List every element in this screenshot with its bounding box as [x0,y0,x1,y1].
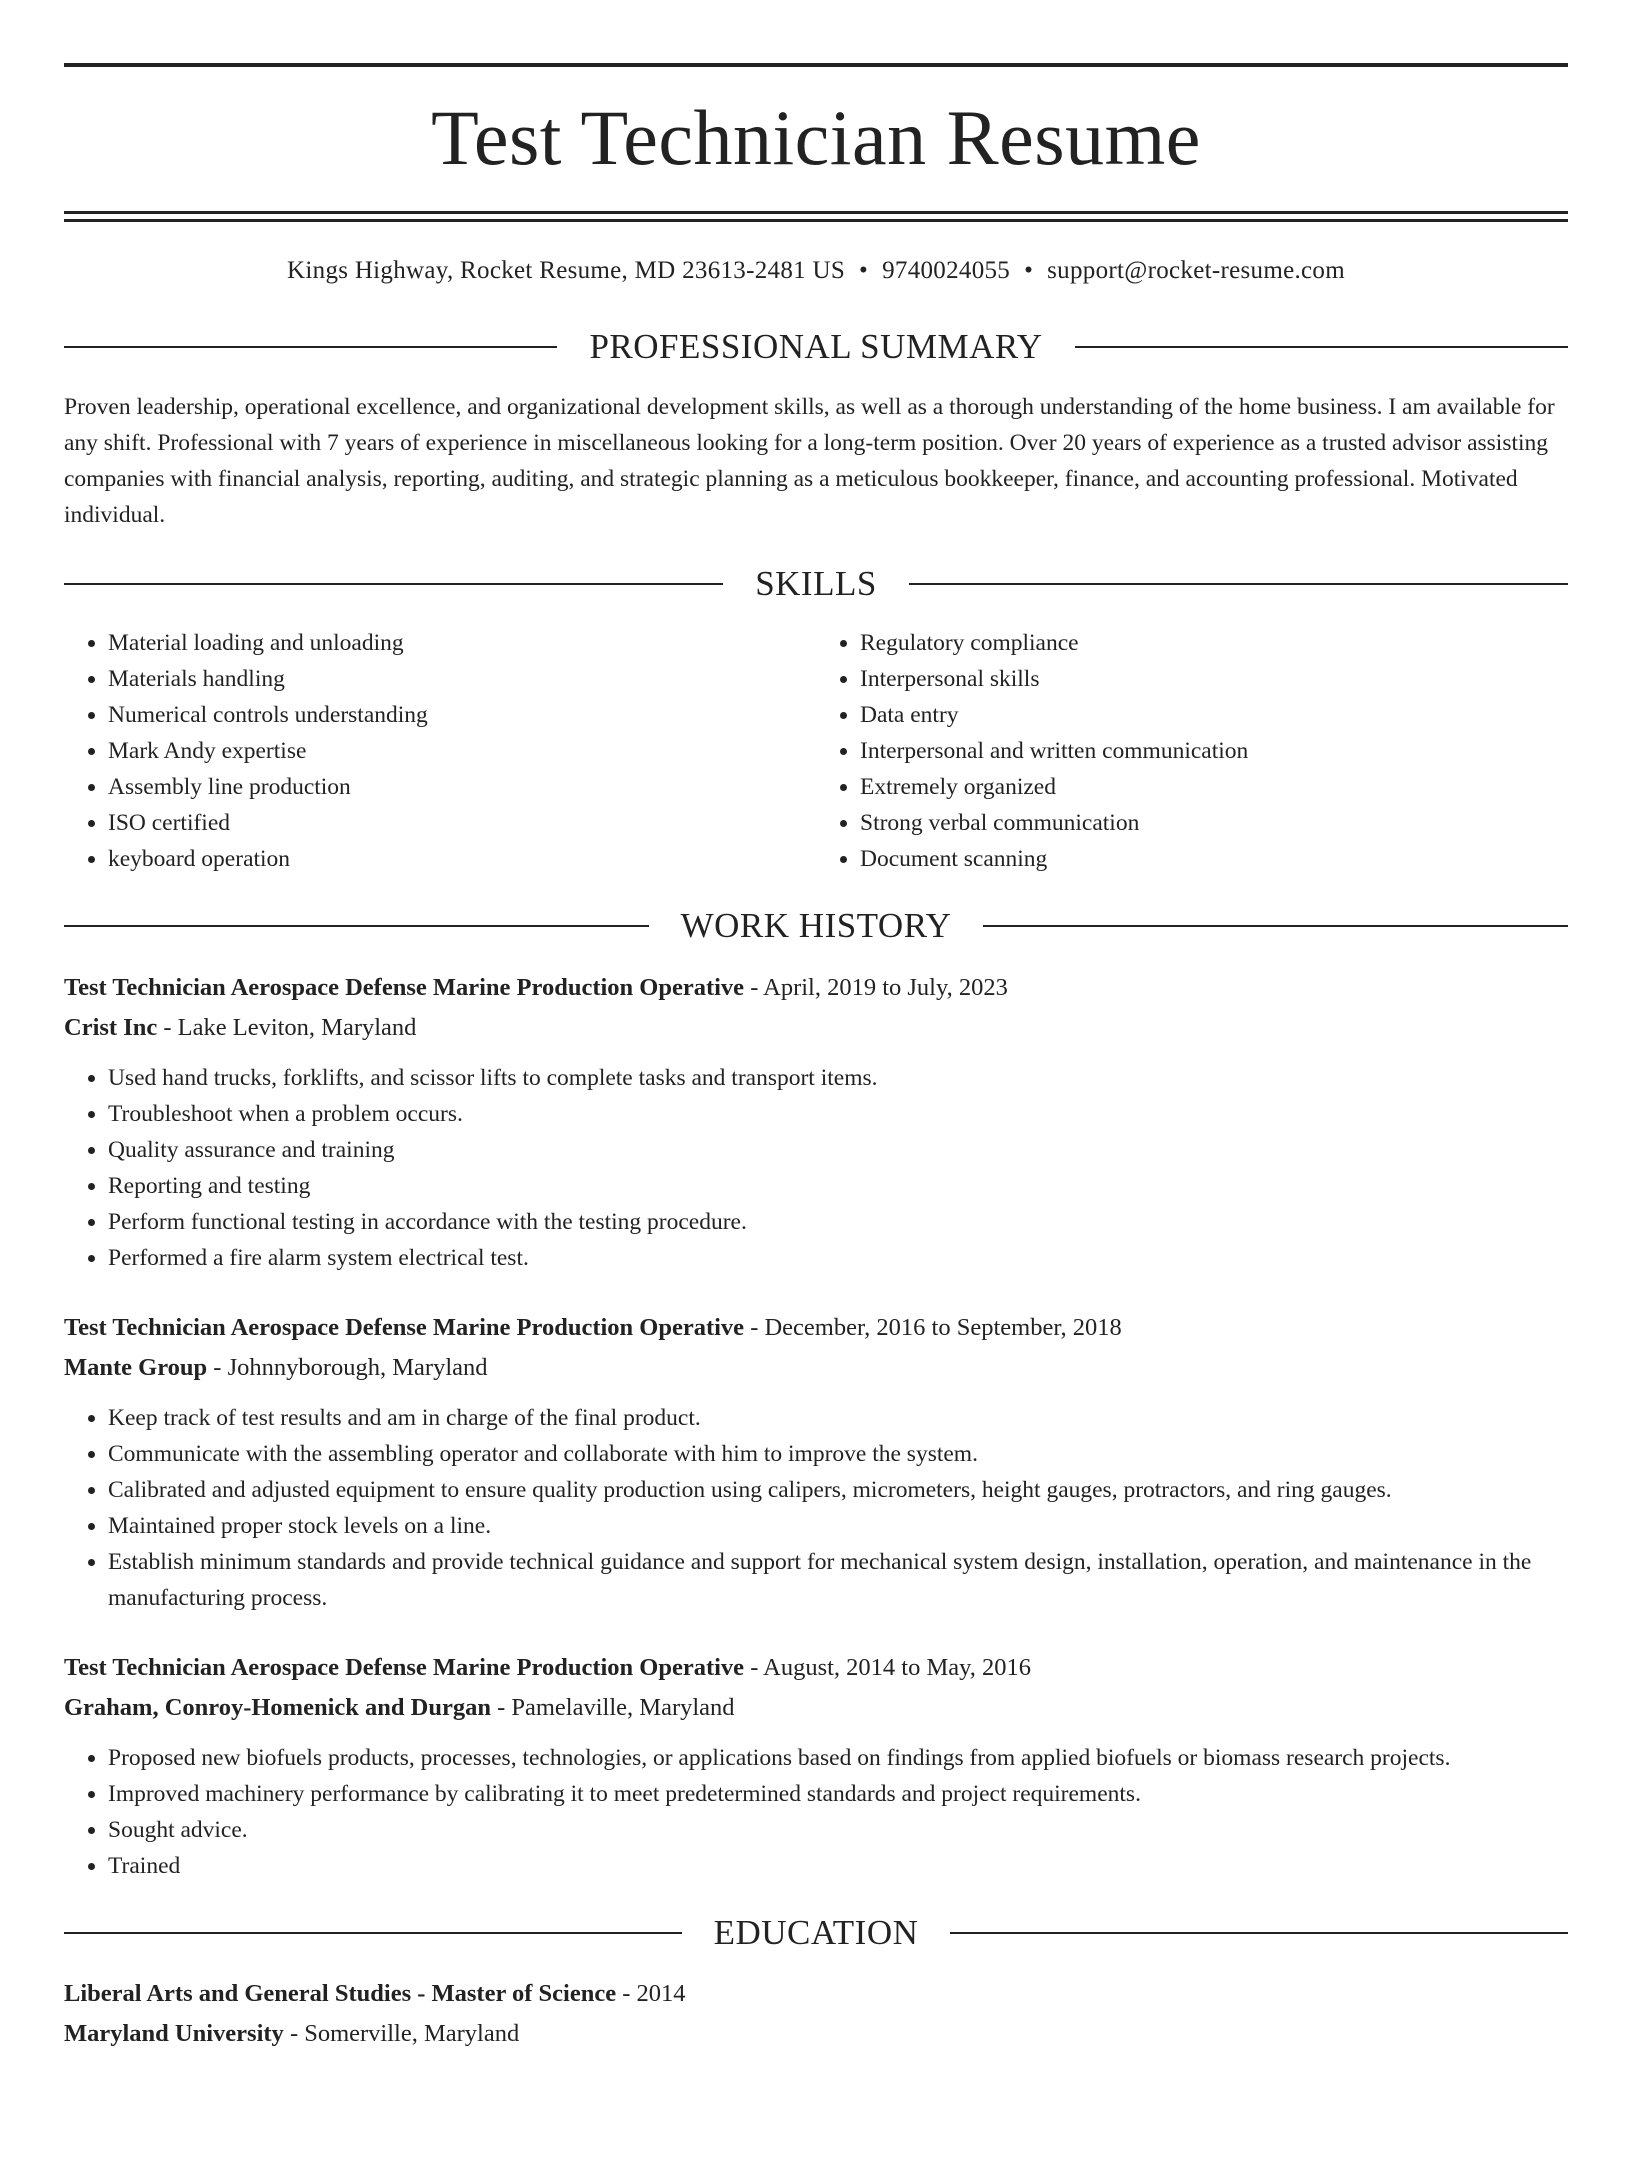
job-company: Graham, Conroy-Homenick and Durgan [64,1693,491,1721]
job-location: - Pamelaville, Maryland [490,1693,735,1721]
skill-item: • keyboard operation [108,841,816,877]
section-header-skills [64,565,1568,604]
job-bullets [64,1060,1568,1276]
resume-title: Test Technician Resume [431,94,1201,181]
title-double-rule [64,211,1568,222]
contact-separator: • [1024,257,1034,284]
job-company-line [64,1688,1568,1728]
job-bullet: • Improved machinery performance by calibrating it to meet predetermined standards and project requirements. [108,1776,1568,1812]
contact-phone: 9740024055 [882,257,1011,284]
contact-email: support@rocket-resume.com [1047,257,1345,284]
section-rule [64,925,649,927]
skill-item: • Interpersonal and written communication [860,733,1568,769]
education-school: Maryland University [64,2020,284,2047]
job-title-line [64,1648,1568,1688]
job-bullet: • Troubleshoot when a problem occurs. [108,1096,1568,1132]
skill-item: • Document scanning [860,841,1568,877]
contact-line [64,256,1568,286]
education-entry [64,1974,1568,2054]
section-rule [983,925,1568,927]
job-title-line [64,1308,1568,1348]
section-rule [1075,346,1568,348]
summary-text: Proven leadership, operational excellence, and organizational development skills, as well as a thorough understanding of the home business. I am available for any shift. Professional with 7 years of experience in miscellaneous looking for a long-term position. Over 20 years of experience as a trusted advisor assisting companies with financial analysis, reporting, auditing, and strategic planning as a meticulous bookkeeper, finance, and accounting professional. Motivated individual. [64,393,1555,528]
work-entry [64,1308,1568,1616]
job-bullet: • Calibrated and adjusted equipment to ensure quality production using calipers, micrometers, height gauges, protractors, and ring gauges. [108,1472,1568,1508]
job-company-line [64,1008,1568,1048]
job-location: - Johnnyborough, Maryland [207,1353,488,1381]
section-title-skills: SKILLS [755,563,877,603]
job-dates: - August, 2014 to May, 2016 [744,1653,1032,1681]
skill-item: • Strong verbal communication [860,805,1568,841]
job-title-line [64,968,1568,1008]
section-title-work: WORK HISTORY [680,906,952,945]
section-header-education [64,1914,1568,1953]
job-company: Crist Inc [64,1013,158,1041]
top-rule [64,63,1568,67]
education-location: - Somerville, Maryland [283,2020,520,2047]
skill-item: • ISO certified [108,805,816,841]
education-school-line [64,2014,1568,2054]
section-title-summary: PROFESSIONAL SUMMARY [589,327,1043,366]
section-rule [950,1932,1568,1934]
section-header-summary [64,328,1568,367]
job-bullets [64,1740,1568,1884]
job-bullet: • Keep track of test results and am in charge of the final product. [108,1400,1568,1436]
skill-item: • Material loading and unloading [108,625,816,661]
job-dates: - December, 2016 to September, 2018 [744,1313,1122,1341]
job-bullet: • Sought advice. [108,1812,1568,1848]
job-bullet: • Performed a fire alarm system electrical test. [108,1240,1568,1276]
resume-page [0,63,1632,2175]
work-entry [64,1648,1568,1884]
job-bullet: • Proposed new biofuels products, processes, technologies, or applications based on findings from applied biofuels or biomass research projects. [108,1740,1568,1776]
skill-item: • Mark Andy expertise [108,733,816,769]
job-company-line [64,1348,1568,1388]
contact-separator: • [859,257,869,284]
job-bullet: • Maintained proper stock levels on a line. [108,1508,1568,1544]
work-entry [64,968,1568,1276]
skill-item: • Assembly line production [108,769,816,805]
skill-item: • Extremely organized [860,769,1568,805]
job-location: - Lake Leviton, Maryland [157,1013,417,1041]
skill-item: • Regulatory compliance [860,625,1568,661]
skills-column-left [64,625,816,877]
section-rule [909,583,1568,585]
job-bullets [64,1400,1568,1616]
skill-item: • Interpersonal skills [860,661,1568,697]
contact-address: Kings Highway, Rocket Resume, MD 23613-2481 US [287,257,846,284]
section-title-education: EDUCATION [713,1912,919,1952]
job-bullet: • Perform functional testing in accordance with the testing procedure. [108,1204,1568,1240]
job-bullet: • Communicate with the assembling operator and collaborate with him to improve the system. [108,1436,1568,1472]
job-bullet: • Used hand trucks, forklifts, and scissor lifts to complete tasks and transport items. [108,1060,1568,1096]
job-bullet: • Quality assurance and training [108,1132,1568,1168]
job-title: Test Technician Aerospace Defense Marine Production Operative [64,973,745,1001]
job-company: Mante Group [64,1353,208,1381]
education-degree-line [64,1974,1568,2014]
education-degree: Liberal Arts and General Studies - Master of Science [64,1980,617,2007]
skill-item: • Numerical controls understanding [108,697,816,733]
skill-item: • Data entry [860,697,1568,733]
skill-item: • Materials handling [108,661,816,697]
education-year: - 2014 [616,1980,686,2007]
section-rule [64,1932,682,1934]
skills-list [64,625,1568,877]
job-bullet: • Reporting and testing [108,1168,1568,1204]
job-title: Test Technician Aerospace Defense Marine Production Operative [64,1653,745,1681]
job-title: Test Technician Aerospace Defense Marine Production Operative [64,1313,745,1341]
job-bullet: • Trained [108,1848,1568,1884]
job-dates: - April, 2019 to July, 2023 [744,973,1008,1001]
section-rule [64,346,557,348]
section-rule [64,583,723,585]
job-bullet: • Establish minimum standards and provide technical guidance and support for mechanical system design, installation, operation, and maintenance in the manufacturing process. [108,1544,1568,1616]
section-header-work [64,907,1568,946]
skills-column-right [816,625,1568,877]
